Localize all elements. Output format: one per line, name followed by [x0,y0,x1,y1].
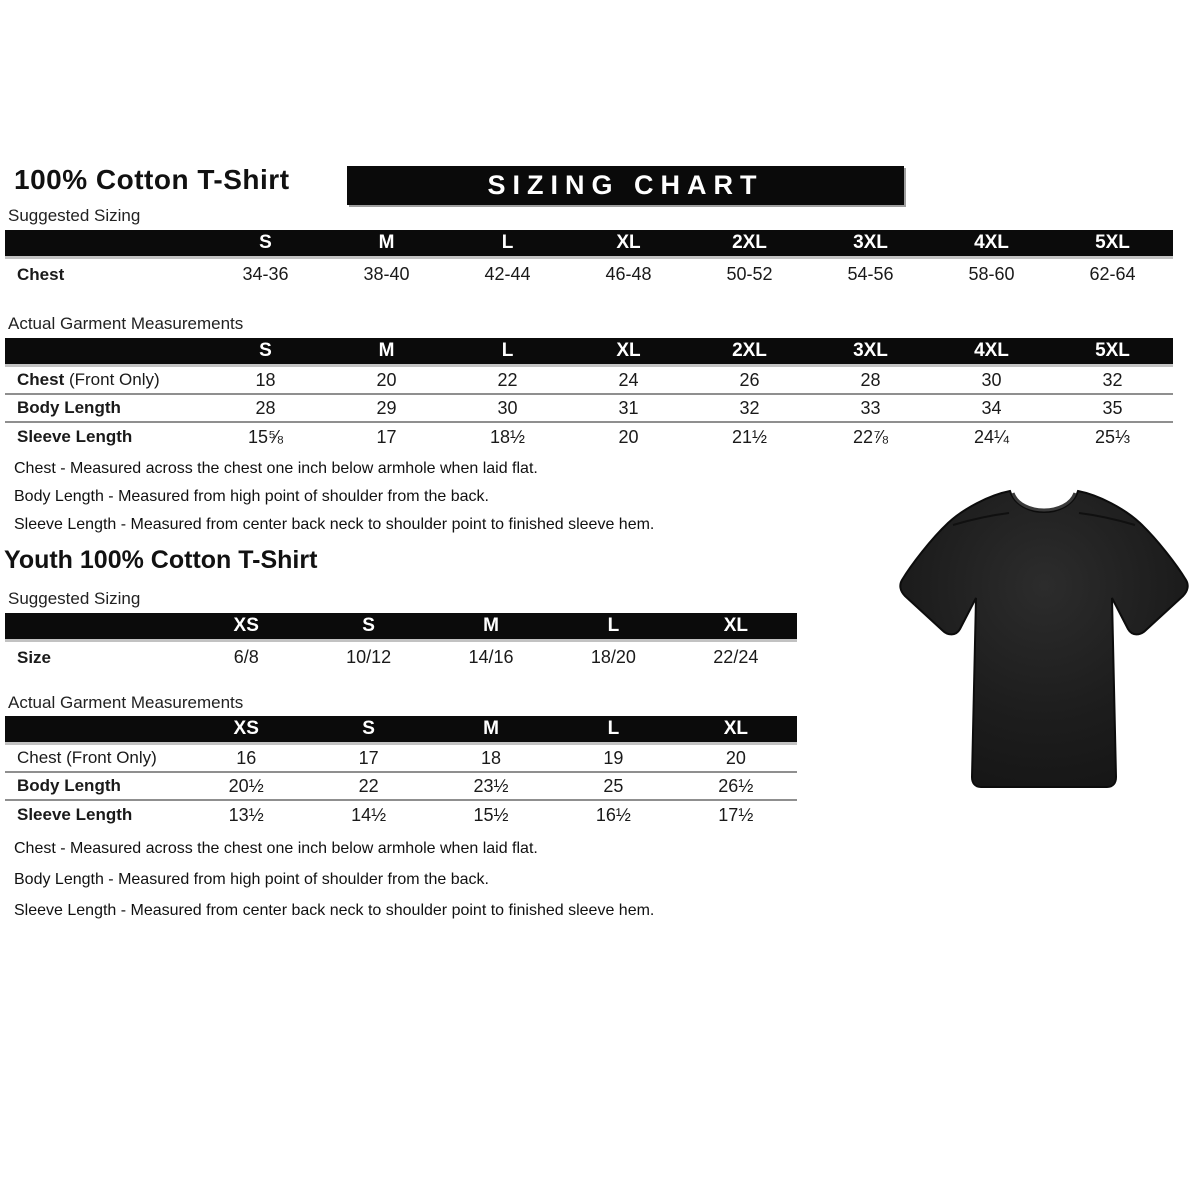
table-cell: 18 [255,369,276,390]
table-cell: 16 [236,747,257,768]
measurement-note: Sleeve Length - Measured from center back neck to shoulder point to finished sleeve hem. [14,516,655,533]
table-cell: 28 [860,369,881,390]
table-row-chest [5,745,797,773]
table-cell: 21½ [731,426,768,447]
table-cell: 30 [497,397,518,418]
column-header-4xl: 4XL [974,232,1009,253]
measurement-note: Body Length - Measured from high point of shoulder from the back. [14,488,489,505]
column-header-xs: XS [233,718,259,739]
column-header-3xl: 3XL [853,232,888,253]
column-header-s: S [362,615,375,636]
table-cell: 29 [376,397,397,418]
table-cell: 17½ [718,804,754,825]
measurement-note: Chest - Measured across the chest one inch below armhole when laid flat. [14,840,538,857]
table-cell: 32 [739,397,760,418]
table-cell: 16½ [595,804,631,825]
column-header-xl: XL [616,232,641,253]
column-header-xl: XL [723,718,748,739]
table-row-body-length [5,395,1173,423]
measurement-note: Body Length - Measured from high point of shoulder from the back. [14,871,489,888]
table-cell: 10/12 [346,647,392,667]
table-cell: 46-48 [605,264,652,284]
table-cell: 20 [376,369,397,390]
table-cell: 22/24 [713,647,759,667]
row-label-note: (Front Only) [61,748,157,767]
row-label: Chest [17,264,65,284]
column-header-xl: XL [723,615,748,636]
table-header-row [5,230,1173,259]
youth-actual-measurements-table [5,716,797,829]
table-header-row [5,338,1173,367]
table-cell: 18½ [489,426,526,447]
table-row-sleeve-length [5,801,797,829]
table-cell: 22 [497,369,518,390]
row-label: Chest (Front Only) [17,748,157,767]
row-label-note: (Front Only) [64,370,160,389]
row-label: Sleeve Length [17,805,133,824]
column-header-s: S [259,232,272,253]
measurement-note: Chest - Measured across the chest one inch below armhole when laid flat. [14,460,538,477]
column-header-5xl: 5XL [1095,232,1130,253]
row-label: Sleeve Length [17,427,133,446]
table-cell: 14½ [351,804,387,825]
table-cell: 13½ [228,804,264,825]
adult-actual-measurements-table [5,338,1173,451]
youth-suggested-sizing-label: Suggested Sizing [8,589,141,608]
column-header-2xl: 2XL [732,340,767,361]
table-cell: 18/20 [590,647,636,667]
table-cell: 24 [618,369,639,390]
table-cell: 30 [981,369,1002,390]
column-header-l: L [607,718,620,739]
table-cell: 23½ [473,775,509,796]
sizing-chart-banner: SIZING CHART [347,166,904,205]
column-header-m: M [378,340,395,361]
table-cell: 33 [860,397,881,418]
youth-section-title: Youth 100% Cotton T-Shirt [4,546,318,574]
table-row-sleeve-length [5,423,1173,451]
table-cell: 28 [255,397,276,418]
table-cell: 18 [481,747,502,768]
table-row-size [5,642,797,673]
youth-actual-measurements-label: Actual Garment Measurements [8,693,244,712]
table-cell: 19 [603,747,624,768]
column-header-4xl: 4XL [974,340,1009,361]
column-header-xl: XL [616,340,641,361]
table-cell: 32 [1102,369,1123,390]
row-label: Body Length [17,776,121,795]
table-cell: 14/16 [468,647,514,667]
table-cell: 25 [603,775,624,796]
row-label: Size [17,647,52,667]
adult-actual-measurements-label: Actual Garment Measurements [8,314,244,333]
column-header-3xl: 3XL [853,340,888,361]
column-header-m: M [483,718,499,739]
column-header-m: M [378,232,395,253]
table-header-row [5,613,797,642]
youth-suggested-sizing-table [5,613,797,673]
table-cell: 34 [981,397,1002,418]
row-label: Chest (Front Only) [17,370,160,389]
row-label: Body Length [17,398,121,417]
adult-measurement-notes [14,460,654,544]
measurement-note: Sleeve Length - Measured from center back neck to shoulder point to finished sleeve hem. [14,902,655,919]
table-cell: 38-40 [363,264,410,284]
column-header-l: L [607,615,620,636]
table-cell: 20½ [228,775,264,796]
table-cell: 31 [618,397,639,418]
table-cell: 20 [725,747,746,768]
youth-measurement-notes [14,840,654,933]
column-header-xs: XS [233,615,259,636]
table-row-chest [5,259,1173,290]
tshirt-graphic [893,479,1195,807]
table-cell: 6/8 [233,647,259,667]
table-cell: 34-36 [242,264,289,284]
table-cell: 24¼ [973,426,1010,447]
table-cell: 15½ [473,804,509,825]
table-cell: 20 [618,426,639,447]
table-cell: 35 [1102,397,1123,418]
table-cell: 26½ [718,775,754,796]
table-cell: 58-60 [968,264,1015,284]
table-cell: 42-44 [484,264,531,284]
table-row-body-length [5,773,797,801]
column-header-s: S [259,340,272,361]
column-header-5xl: 5XL [1095,340,1130,361]
adult-suggested-sizing-table [5,230,1173,290]
table-cell: 26 [739,369,760,390]
table-cell: 22⅞ [852,426,889,447]
table-cell: 54-56 [847,264,894,284]
page-title: 100% Cotton T-Shirt [14,164,290,195]
adult-suggested-sizing-label: Suggested Sizing [8,206,141,225]
column-header-l: L [501,232,514,253]
table-cell: 22 [358,775,379,796]
table-cell: 50-52 [726,264,773,284]
column-header-m: M [483,615,499,636]
table-header-row [5,716,797,745]
column-header-l: L [501,340,514,361]
tshirt-body [900,491,1187,787]
table-cell: 62-64 [1089,264,1136,284]
table-cell: 17 [376,426,397,447]
black-tshirt-image [893,479,1195,807]
table-cell: 15⅝ [247,426,284,447]
column-header-s: S [362,718,375,739]
column-header-2xl: 2XL [732,232,767,253]
table-row-chest [5,367,1173,395]
table-cell: 17 [358,747,379,768]
table-cell: 25⅓ [1094,426,1131,447]
